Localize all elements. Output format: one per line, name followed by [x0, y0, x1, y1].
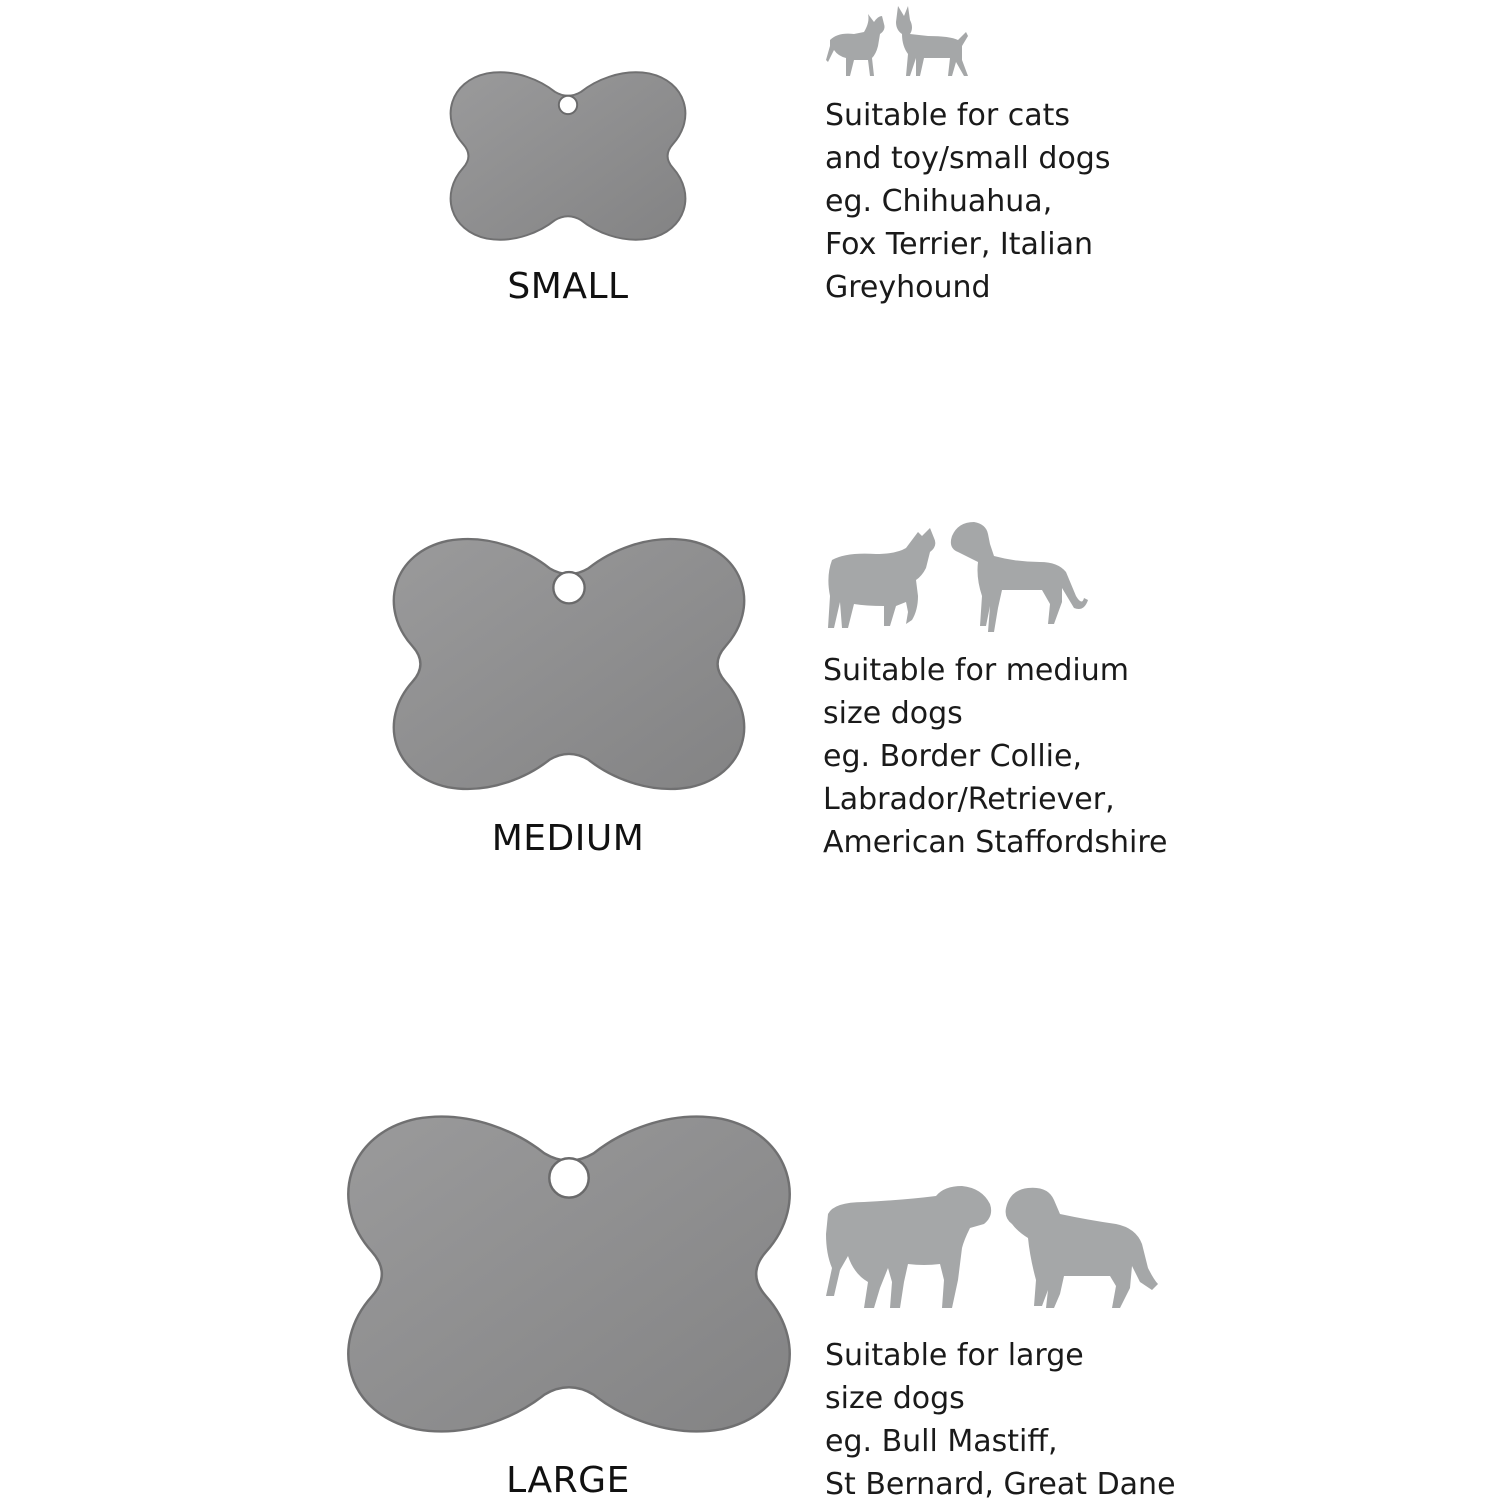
small-description-line: Suitable for cats [825, 98, 1070, 133]
medium-description-line: Labrador/Retriever, [823, 782, 1115, 817]
large-description-line: eg. Bull Mastiff, [825, 1424, 1058, 1459]
size-label-large: LARGE [506, 1460, 630, 1500]
large-bone-tag-image [322, 1109, 816, 1439]
small-bone-tag-image [437, 68, 699, 244]
size-label-medium: MEDIUM [491, 818, 645, 859]
tag-hole [549, 1158, 588, 1197]
small-description-line: Greyhound [825, 270, 991, 305]
tag-hole [553, 572, 584, 603]
medium-description-line: American Staffordshire [823, 825, 1168, 860]
medium-description-line: size dogs [823, 696, 963, 731]
medium-description-line: Suitable for medium [823, 653, 1129, 688]
small-description-line: eg. Chihuahua, [825, 184, 1053, 219]
medium-description [823, 649, 1167, 864]
cat-and-small-dog-silhouettes-icon [824, 2, 974, 82]
medium-description-line: eg. Border Collie, [823, 739, 1082, 774]
small-description-line: and toy/small dogs [825, 141, 1111, 176]
large-description-line: Suitable for large [825, 1338, 1084, 1373]
medium-dog-silhouettes-icon [826, 516, 1088, 636]
tag-hole [559, 96, 577, 114]
small-description [825, 94, 1110, 309]
large-description [825, 1334, 1176, 1500]
medium-bone-tag-image [372, 533, 766, 795]
small-description-line: Fox Terrier, Italian [825, 227, 1093, 262]
large-description-line: size dogs [825, 1381, 965, 1416]
large-dog-silhouettes-icon [824, 1184, 1160, 1310]
size-label-small: SMALL [507, 266, 629, 307]
large-description-line: St Bernard, Great Dane [825, 1467, 1176, 1500]
